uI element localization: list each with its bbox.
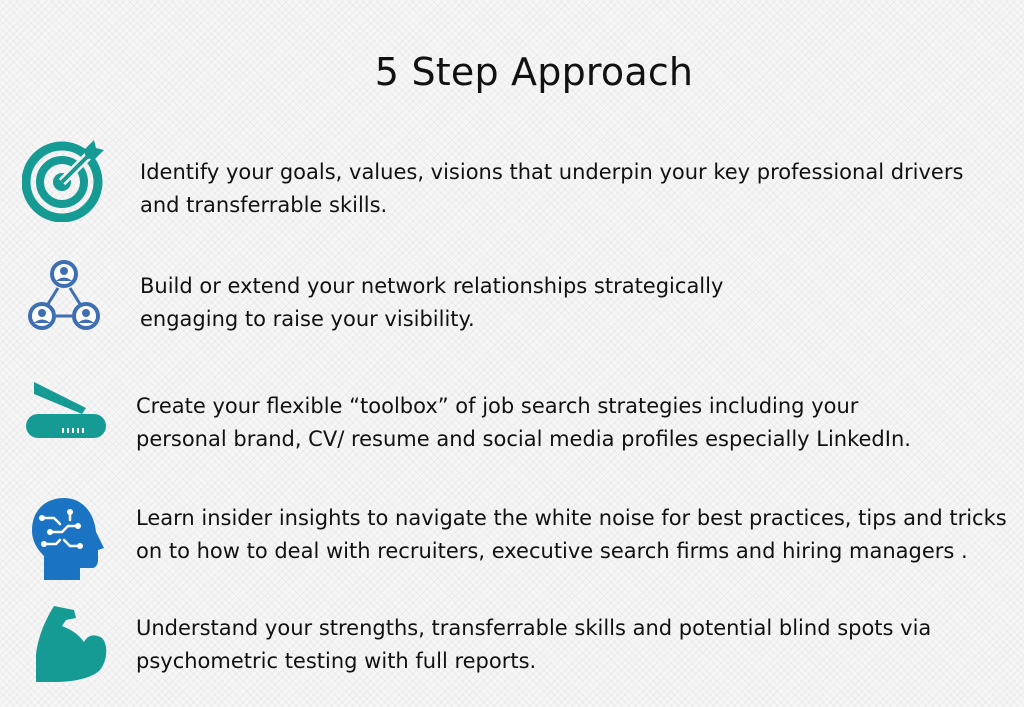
- step-1-line-2: and transferrable skills.: [140, 193, 388, 217]
- flexed-arm-icon: [30, 604, 110, 684]
- pocket-knife-icon: [24, 378, 108, 442]
- step-1-text: [140, 156, 963, 222]
- step-2-text: [140, 270, 723, 336]
- step-2-line-2: engaging to raise your visibility.: [140, 307, 475, 331]
- step-5-text: [136, 612, 931, 678]
- step-4-line-2: on to how to deal with recruiters, executive search firms and hiring managers .: [136, 539, 968, 563]
- step-3-line-2: personal brand, CV/ resume and social media profiles especially LinkedIn.: [136, 427, 911, 451]
- step-5-line-2: psychometric testing with full reports.: [136, 649, 537, 673]
- page-title: 5 Step Approach: [374, 50, 694, 94]
- target-icon: [22, 138, 106, 222]
- step-4-text: [136, 502, 1007, 568]
- step-4-line-1: Learn insider insights to navigate the white noise for best practices, tips and tricks: [136, 506, 1007, 530]
- step-2-line-1: Build or extend your network relationships strategically: [140, 274, 724, 298]
- brain-head-icon: [30, 496, 106, 582]
- network-icon: [26, 258, 102, 334]
- step-1-line-1: Identify your goals, values, visions that underpin your key professional drivers: [140, 160, 964, 184]
- step-3-line-1: Create your flexible “toolbox” of job search strategies including your: [136, 394, 859, 418]
- step-5-line-1: Understand your strengths, transferrable skills and potential blind spots via: [136, 616, 932, 640]
- step-3-text: [136, 390, 911, 456]
